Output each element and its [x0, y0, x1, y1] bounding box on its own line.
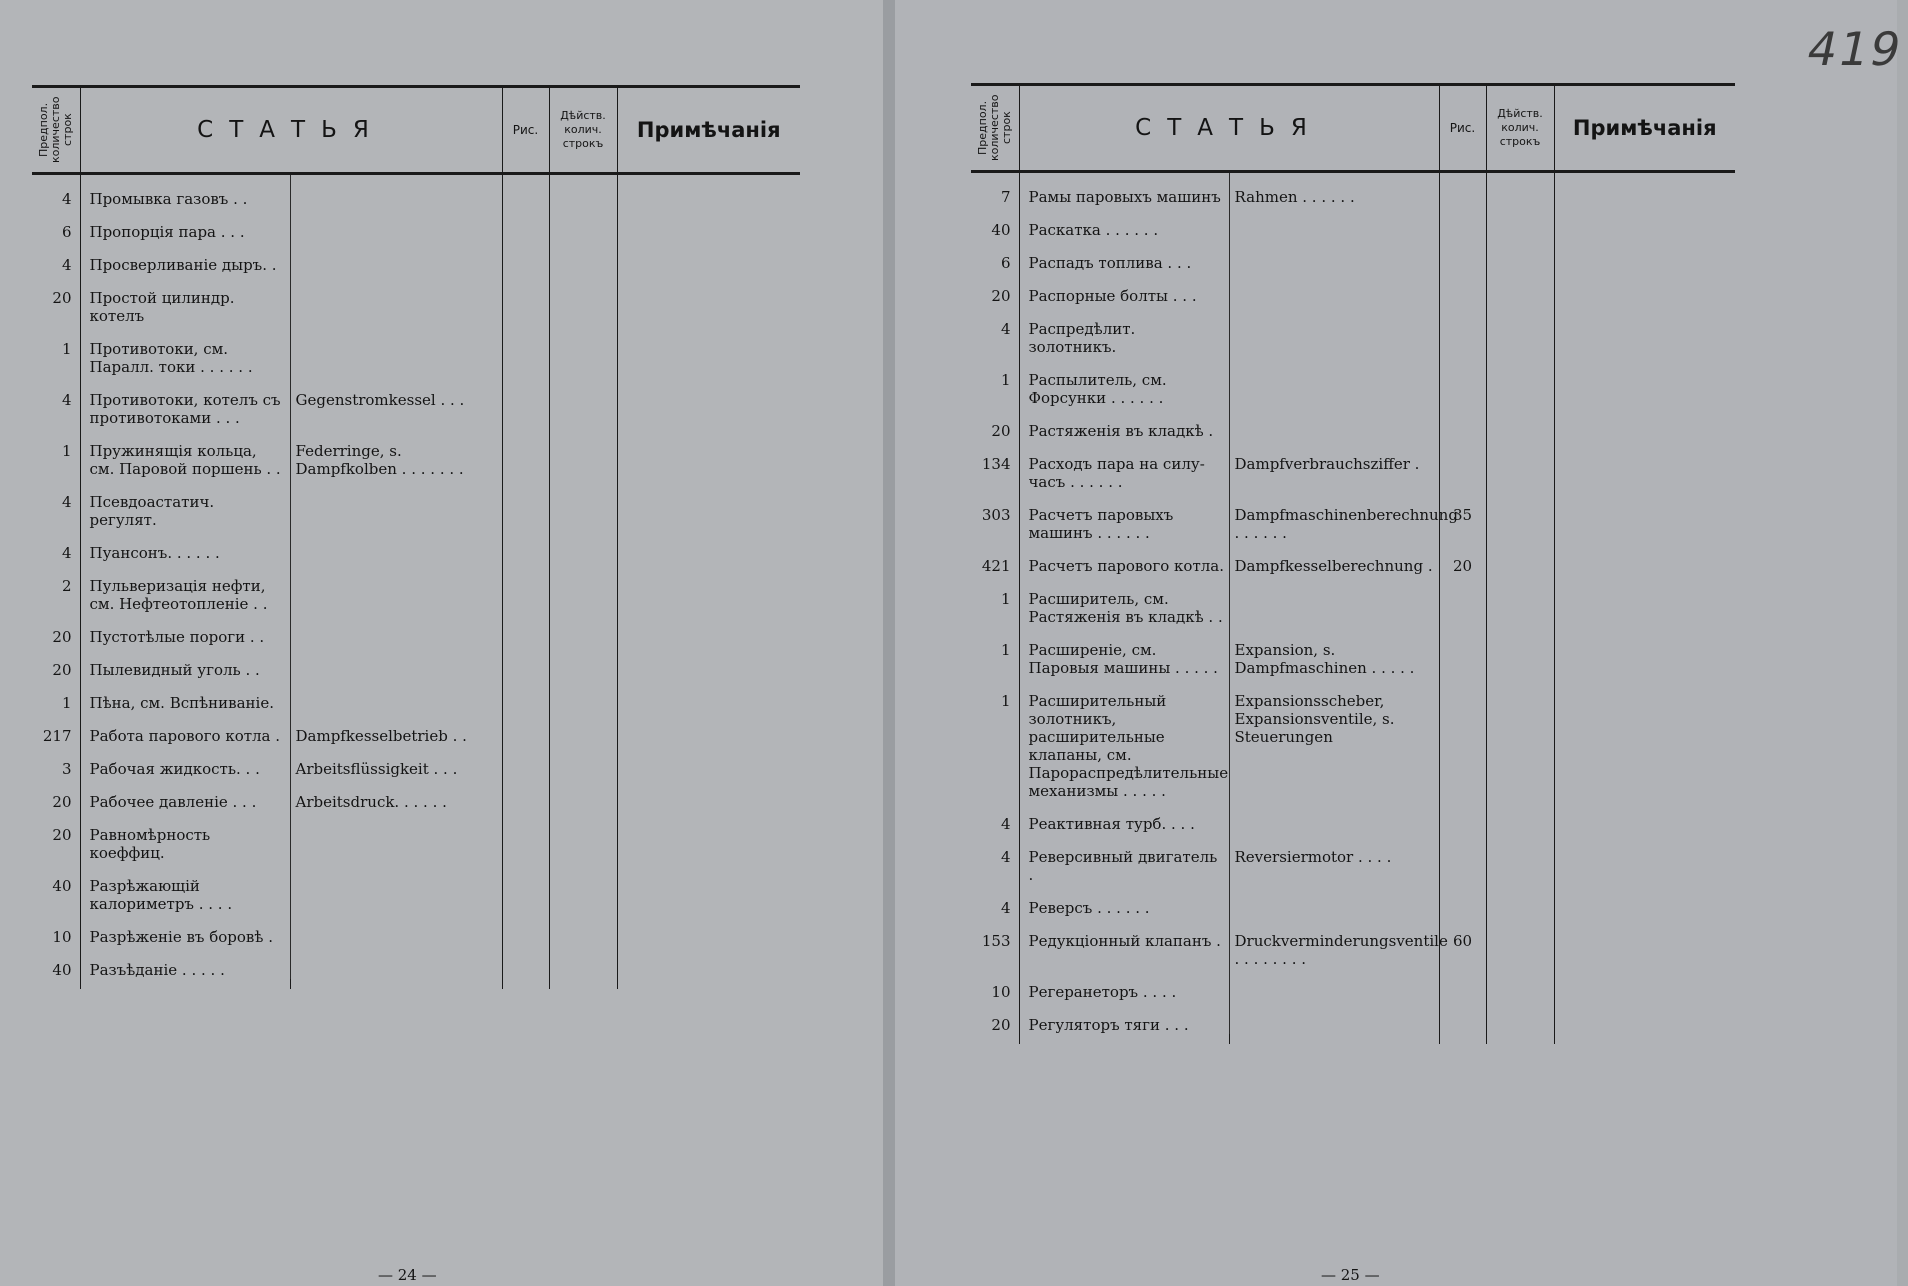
article-cell: Распылитель, см. Форсунки . . . . . .	[1019, 356, 1229, 407]
actual-lines-cell	[549, 862, 617, 913]
figure-count-cell	[1439, 239, 1486, 272]
planned-lines-cell: 4	[1000, 815, 1011, 833]
german-term-cell	[1229, 206, 1439, 239]
notes-cell	[1554, 407, 1735, 440]
german-term-cell: Druckverminderungsventile . . . . . . . .	[1229, 917, 1439, 968]
notes-cell	[617, 478, 800, 529]
german-term-cell	[290, 811, 502, 862]
actual-lines-cell	[1486, 884, 1554, 917]
planned-lines-cell: 20	[52, 793, 72, 811]
table-header	[971, 86, 1735, 172]
article-cell: Редукціонный клапанъ .	[1019, 917, 1229, 968]
notes-cell	[617, 529, 800, 562]
figure-count-cell: 20	[1439, 542, 1486, 575]
table-header	[32, 88, 800, 174]
figure-count-cell	[502, 946, 549, 979]
page-folio: — 25 —	[1321, 1266, 1380, 1284]
article-cell: Противотоки, см. Паралл. токи . . . . . .	[80, 325, 290, 376]
planned-lines-header: Предпол. количество строк	[975, 94, 1013, 162]
table-row	[971, 917, 1735, 968]
actual-lines-cell	[1486, 677, 1554, 800]
german-term-cell: Reversiermotor . . . .	[1229, 833, 1439, 884]
figure-count-cell	[502, 529, 549, 562]
german-term-cell: Dampfkesselberechnung .	[1229, 542, 1439, 575]
planned-lines-cell: 4	[1000, 899, 1011, 917]
actual-lines-header: Дѣйств. колич. строкъ	[560, 109, 606, 150]
planned-lines-cell: 1	[61, 340, 72, 358]
planned-lines-cell: 1	[61, 694, 72, 712]
actual-lines-cell	[1486, 272, 1554, 305]
table-row	[32, 274, 800, 325]
actual-lines-cell	[1486, 491, 1554, 542]
actual-lines-cell	[549, 778, 617, 811]
actual-lines-cell	[549, 712, 617, 745]
table-row	[971, 626, 1735, 677]
planned-lines-cell: 1	[1000, 371, 1011, 389]
actual-lines-cell	[549, 613, 617, 646]
figure-count-cell	[502, 478, 549, 529]
planned-lines-cell: 40	[52, 877, 72, 895]
german-term-cell	[1229, 407, 1439, 440]
table-row	[971, 206, 1735, 239]
actual-lines-cell	[549, 529, 617, 562]
german-term-cell	[290, 241, 502, 274]
actual-lines-cell	[1486, 239, 1554, 272]
german-term-cell	[1229, 800, 1439, 833]
german-term-cell	[1229, 884, 1439, 917]
german-term-cell	[290, 862, 502, 913]
figure-count-cell	[1439, 575, 1486, 626]
actual-lines-cell	[1486, 833, 1554, 884]
article-cell: Распредѣлит. золотникъ.	[1019, 305, 1229, 356]
actual-lines-cell	[549, 325, 617, 376]
article-cell: Пуансонъ. . . . . .	[80, 529, 290, 562]
notes-cell	[617, 613, 800, 646]
figures-header: Рис.	[512, 123, 539, 137]
planned-lines-cell: 40	[52, 961, 72, 979]
actual-lines-cell	[549, 376, 617, 427]
right-ledger-table	[971, 83, 1735, 1044]
planned-lines-cell: 4	[61, 391, 72, 409]
figure-count-cell	[1439, 305, 1486, 356]
notes-cell	[1554, 800, 1735, 833]
german-term-cell	[290, 325, 502, 376]
planned-lines-cell: 4	[61, 493, 72, 511]
planned-lines-cell: 1	[1000, 590, 1011, 608]
figure-count-cell	[502, 745, 549, 778]
planned-lines-cell: 40	[991, 221, 1011, 239]
notes-cell	[617, 946, 800, 979]
figure-count-cell	[1439, 626, 1486, 677]
table-row	[971, 491, 1735, 542]
article-cell: Рабочая жидкость. . .	[80, 745, 290, 778]
german-term-cell: Dampfmaschinenberechnung . . . . . .	[1229, 491, 1439, 542]
actual-lines-cell	[1486, 1001, 1554, 1034]
table-row	[32, 325, 800, 376]
figure-count-cell	[1439, 407, 1486, 440]
left-ledger-table	[32, 85, 800, 989]
table-filler-row	[32, 979, 800, 989]
german-term-cell: Arbeitsflüssigkeit . . .	[290, 745, 502, 778]
article-cell: Просверливаніе дыръ. .	[80, 241, 290, 274]
german-term-cell	[290, 646, 502, 679]
actual-lines-cell	[1486, 206, 1554, 239]
german-term-cell	[290, 679, 502, 712]
article-cell: Промывка газовъ . .	[80, 174, 290, 209]
figure-count-cell	[502, 376, 549, 427]
article-cell: Реверсъ . . . . . .	[1019, 884, 1229, 917]
german-term-cell	[1229, 968, 1439, 1001]
article-cell: Работа парового котла .	[80, 712, 290, 745]
article-cell: Раскатка . . . . . .	[1019, 206, 1229, 239]
notes-cell	[1554, 356, 1735, 407]
figure-count-cell	[1439, 356, 1486, 407]
planned-lines-cell: 4	[61, 256, 72, 274]
table-row	[32, 679, 800, 712]
figure-count-cell	[502, 613, 549, 646]
figure-count-cell: 35	[1439, 491, 1486, 542]
actual-lines-cell	[549, 679, 617, 712]
notes-cell	[1554, 272, 1735, 305]
actual-lines-cell	[549, 478, 617, 529]
table-row	[32, 613, 800, 646]
notes-cell	[1554, 440, 1735, 491]
table-row	[32, 376, 800, 427]
planned-lines-cell: 10	[991, 983, 1011, 1001]
actual-lines-cell	[1486, 575, 1554, 626]
german-term-cell	[290, 613, 502, 646]
article-cell: Пропорція пара . . .	[80, 208, 290, 241]
actual-lines-cell	[549, 946, 617, 979]
table-row	[32, 427, 800, 478]
german-term-cell: Dampfverbrauchsziffer .	[1229, 440, 1439, 491]
planned-lines-cell: 1	[61, 442, 72, 460]
figure-count-cell	[502, 811, 549, 862]
article-cell: Регуляторъ тяги . . .	[1019, 1001, 1229, 1034]
planned-lines-cell: 217	[42, 727, 72, 745]
article-cell: Пружинящія кольца, см. Паровой поршень . .	[80, 427, 290, 478]
notes-cell	[1554, 172, 1735, 207]
figure-count-cell	[502, 427, 549, 478]
table-row	[971, 305, 1735, 356]
german-term-cell	[290, 478, 502, 529]
notes-cell	[617, 562, 800, 613]
german-term-cell	[290, 913, 502, 946]
article-cell: Расширительный золотникъ, расширительные клапаны, см. Парораспредѣлительные механизмы . . . . .	[1019, 677, 1229, 800]
actual-lines-cell	[1486, 305, 1554, 356]
german-term-cell	[290, 174, 502, 209]
article-cell: Расчетъ паровыхъ машинъ . . . . . .	[1019, 491, 1229, 542]
table-row	[971, 968, 1735, 1001]
notes-cell	[617, 778, 800, 811]
notes-header: Примѣчанія	[636, 118, 781, 142]
notes-cell	[617, 208, 800, 241]
article-cell: Равномѣрность коеффиц.	[80, 811, 290, 862]
actual-lines-cell	[1486, 968, 1554, 1001]
article-cell: Разъѣданіе . . . . .	[80, 946, 290, 979]
german-term-cell	[290, 562, 502, 613]
figure-count-cell	[1439, 172, 1486, 207]
table-filler-row	[971, 1034, 1735, 1044]
table-row	[971, 677, 1735, 800]
notes-cell	[1554, 575, 1735, 626]
notes-cell	[1554, 833, 1735, 884]
table-row	[32, 478, 800, 529]
actual-lines-cell	[1486, 800, 1554, 833]
article-cell: Расширеніе, см. Паровыя машины . . . . .	[1019, 626, 1229, 677]
planned-lines-cell: 421	[981, 557, 1011, 575]
planned-lines-cell: 20	[991, 1016, 1011, 1034]
actual-lines-cell	[549, 174, 617, 209]
figure-count-cell	[1439, 440, 1486, 491]
article-cell: Пѣна, см. Вспѣниваніе.	[80, 679, 290, 712]
notes-cell	[617, 745, 800, 778]
german-term-cell	[1229, 1001, 1439, 1034]
table-row	[32, 862, 800, 913]
german-term-cell: Federringe, s. Dampfkolben . . . . . . .	[290, 427, 502, 478]
actual-lines-cell	[549, 208, 617, 241]
article-cell: Пустотѣлые пороги . .	[80, 613, 290, 646]
table-row	[971, 356, 1735, 407]
article-cell: Псевдоастатич. регулят.	[80, 478, 290, 529]
planned-lines-cell: 2	[61, 577, 72, 595]
handwritten-page-number: 419	[1802, 22, 1908, 76]
german-term-cell	[1229, 272, 1439, 305]
article-cell: Разрѣжающій калориметръ . . . .	[80, 862, 290, 913]
article-header: СТАТЬЯ	[197, 117, 385, 143]
notes-cell	[617, 646, 800, 679]
article-cell: Пульверизація нефти, см. Нефтеотопленіе . .	[80, 562, 290, 613]
actual-lines-cell	[549, 913, 617, 946]
notes-cell	[617, 427, 800, 478]
notes-cell	[1554, 626, 1735, 677]
article-cell: Расчетъ парового котла.	[1019, 542, 1229, 575]
table-row	[971, 407, 1735, 440]
notes-cell	[617, 241, 800, 274]
planned-lines-cell: 4	[1000, 848, 1011, 866]
figure-count-cell	[502, 712, 549, 745]
right-page	[895, 0, 1897, 1286]
notes-cell	[617, 174, 800, 209]
german-term-cell	[290, 529, 502, 562]
table-row	[32, 174, 800, 209]
figure-count-cell	[1439, 272, 1486, 305]
table-row	[32, 529, 800, 562]
article-cell: Реверсивный двигатель .	[1019, 833, 1229, 884]
actual-lines-header: Дѣйств. колич. строкъ	[1497, 107, 1543, 148]
german-term-cell: Dampfkesselbetrieb . .	[290, 712, 502, 745]
left-page	[0, 0, 885, 1286]
actual-lines-cell	[549, 274, 617, 325]
article-cell: Рабочее давленіе . . .	[80, 778, 290, 811]
planned-lines-cell: 20	[52, 628, 72, 646]
figure-count-cell	[1439, 884, 1486, 917]
notes-cell	[1554, 884, 1735, 917]
table-row	[32, 913, 800, 946]
german-term-cell	[290, 208, 502, 241]
article-cell: Растяженія въ кладкѣ .	[1019, 407, 1229, 440]
german-term-cell: Arbeitsdruck. . . . . .	[290, 778, 502, 811]
table-row	[32, 946, 800, 979]
figure-count-cell: 60	[1439, 917, 1486, 968]
article-cell: Пылевидный уголь . .	[80, 646, 290, 679]
table-row	[971, 1001, 1735, 1034]
planned-lines-cell: 20	[52, 826, 72, 844]
figure-count-cell	[1439, 968, 1486, 1001]
actual-lines-cell	[549, 241, 617, 274]
notes-cell	[1554, 917, 1735, 968]
article-cell: Распорные болты . . .	[1019, 272, 1229, 305]
figure-count-cell	[1439, 833, 1486, 884]
notes-cell	[617, 913, 800, 946]
figure-count-cell	[1439, 677, 1486, 800]
figure-count-cell	[502, 679, 549, 712]
article-cell: Простой цилиндр. котелъ	[80, 274, 290, 325]
planned-lines-cell: 134	[981, 455, 1011, 473]
figure-count-cell	[502, 562, 549, 613]
table-row	[971, 272, 1735, 305]
article-header: СТАТЬЯ	[1135, 115, 1323, 141]
article-cell: Распадъ топлива . . .	[1019, 239, 1229, 272]
notes-cell	[1554, 491, 1735, 542]
german-term-cell: Expansionsscheber, Expansionsventile, s. Steuerungen	[1229, 677, 1439, 800]
notes-cell	[1554, 542, 1735, 575]
figure-count-cell	[1439, 206, 1486, 239]
table-row	[971, 575, 1735, 626]
planned-lines-cell: 4	[61, 544, 72, 562]
actual-lines-cell	[1486, 407, 1554, 440]
notes-header: Примѣчанія	[1572, 116, 1717, 140]
table-row	[32, 811, 800, 862]
planned-lines-cell: 153	[981, 932, 1011, 950]
actual-lines-cell	[1486, 917, 1554, 968]
notes-cell	[617, 712, 800, 745]
table-row	[32, 241, 800, 274]
planned-lines-cell: 7	[1000, 188, 1011, 206]
figure-count-cell	[502, 208, 549, 241]
planned-lines-cell: 4	[61, 190, 72, 208]
planned-lines-cell: 20	[991, 422, 1011, 440]
figure-count-cell	[1439, 800, 1486, 833]
actual-lines-cell	[1486, 542, 1554, 575]
table-row	[32, 208, 800, 241]
planned-lines-cell: 4	[1000, 320, 1011, 338]
planned-lines-cell: 3	[61, 760, 72, 778]
notes-cell	[617, 811, 800, 862]
planned-lines-header: Предпол. количество строк	[36, 96, 74, 164]
figure-count-cell	[1439, 1001, 1486, 1034]
table-row	[32, 562, 800, 613]
table-row	[971, 542, 1735, 575]
actual-lines-cell	[1486, 172, 1554, 207]
figure-count-cell	[502, 913, 549, 946]
table-row	[32, 712, 800, 745]
table-row	[32, 778, 800, 811]
actual-lines-cell	[1486, 626, 1554, 677]
figure-count-cell	[502, 862, 549, 913]
german-term-cell	[1229, 239, 1439, 272]
german-term-cell	[290, 274, 502, 325]
planned-lines-cell: 10	[52, 928, 72, 946]
planned-lines-cell: 303	[981, 506, 1011, 524]
table-row	[971, 172, 1735, 207]
actual-lines-cell	[549, 427, 617, 478]
notes-cell	[1554, 677, 1735, 800]
german-term-cell: Rahmen . . . . . .	[1229, 172, 1439, 207]
article-cell: Расширитель, см. Растяженія въ кладкѣ . .	[1019, 575, 1229, 626]
actual-lines-cell	[549, 811, 617, 862]
figure-count-cell	[502, 174, 549, 209]
table-row	[32, 745, 800, 778]
german-term-cell: Expansion, s. Dampfmaschinen . . . . .	[1229, 626, 1439, 677]
german-term-cell	[290, 946, 502, 979]
planned-lines-cell: 6	[61, 223, 72, 241]
figures-header: Рис.	[1449, 121, 1476, 135]
planned-lines-cell: 6	[1000, 254, 1011, 272]
notes-cell	[1554, 206, 1735, 239]
table-row	[971, 884, 1735, 917]
figure-count-cell	[502, 241, 549, 274]
german-term-cell	[1229, 305, 1439, 356]
actual-lines-cell	[549, 562, 617, 613]
actual-lines-cell	[549, 745, 617, 778]
article-cell: Регeранеторъ . . . .	[1019, 968, 1229, 1001]
planned-lines-cell: 1	[1000, 641, 1011, 659]
notes-cell	[617, 274, 800, 325]
article-cell: Разрѣженіе въ боровѣ .	[80, 913, 290, 946]
notes-cell	[1554, 1001, 1735, 1034]
planned-lines-cell: 20	[52, 661, 72, 679]
table-row	[32, 646, 800, 679]
notes-cell	[1554, 305, 1735, 356]
figure-count-cell	[502, 325, 549, 376]
actual-lines-cell	[549, 646, 617, 679]
article-cell: Расходъ пара на силу-часъ . . . . . .	[1019, 440, 1229, 491]
table-row	[971, 800, 1735, 833]
planned-lines-cell: 20	[52, 289, 72, 307]
notes-cell	[1554, 968, 1735, 1001]
table-row	[971, 440, 1735, 491]
figure-count-cell	[502, 778, 549, 811]
german-term-cell: Gegenstromkessel . . .	[290, 376, 502, 427]
figure-count-cell	[502, 646, 549, 679]
actual-lines-cell	[1486, 440, 1554, 491]
figure-count-cell	[502, 274, 549, 325]
notes-cell	[617, 325, 800, 376]
article-cell: Противотоки, котелъ съ противотоками . . .	[80, 376, 290, 427]
actual-lines-cell	[1486, 356, 1554, 407]
article-cell: Реактивная турб. . . .	[1019, 800, 1229, 833]
german-term-cell	[1229, 575, 1439, 626]
planned-lines-cell: 20	[991, 287, 1011, 305]
notes-cell	[1554, 239, 1735, 272]
article-cell: Рамы паровыхъ машинъ	[1019, 172, 1229, 207]
notes-cell	[617, 376, 800, 427]
planned-lines-cell: 1	[1000, 692, 1011, 710]
table-row	[971, 833, 1735, 884]
notes-cell	[617, 862, 800, 913]
german-term-cell	[1229, 356, 1439, 407]
notes-cell	[617, 679, 800, 712]
page-folio: — 24 —	[378, 1266, 437, 1284]
table-row	[971, 239, 1735, 272]
